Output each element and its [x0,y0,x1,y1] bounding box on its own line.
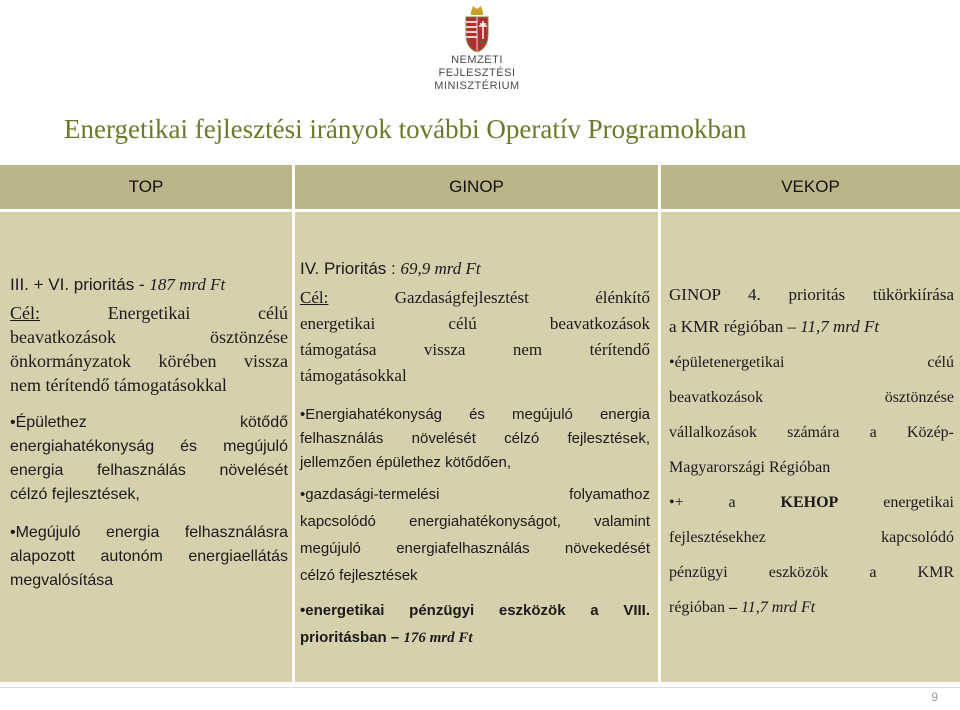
top-bullet-2-line-1: •Megújuló energia felhasználásra [10,524,288,541]
header-ginop-label: GINOP [449,177,504,196]
cell-top [0,212,292,682]
hungarian-coat-of-arms-icon [462,4,492,54]
header-top-label: TOP [128,177,164,196]
ginop-goal [300,285,650,389]
top-goal-line-3: önkormányzatok körében vissza [10,351,288,371]
top-goal [10,301,288,397]
top-bullet-2-line-2: alapozott autonóm energiaellátás [10,548,288,565]
footer-rule [0,687,960,688]
ginop-bullet-1 [300,403,650,475]
ginop-bullet-2-line-1: •gazdasági-termelési folyamathoz [300,486,650,503]
page-title: Energetikai fejlesztési irányok további Operatív Programokban [64,114,747,144]
vekop-bullet-1-line-3: vállalkozások számára a Közép- [669,424,954,441]
top-bullet-1-line-1: •Épülethez kötődő [10,414,288,431]
ginop-bullet-2-line-2: kapcsolódó energiahatékonyságot, valamint [300,513,650,530]
vekop-bullet-2-line-2: fejlesztésekhez kapcsolódó [669,529,954,546]
top-bullet-1 [10,411,288,507]
header-vekop-label: VEKOP [781,177,840,196]
ginop-goal-label: Cél: [300,288,329,307]
top-goal-line-4: nem térítendő támogatásokkal [10,375,227,395]
vekop-bullet-2-line-3: pénzügyi eszközök a KMR [669,564,954,581]
ginop-bullet-2-line-4: célzó fejlesztések [300,567,418,584]
ginop-priority-label: IV. Prioritás : [300,259,401,278]
ginop-bullet-3-line-2: prioritásban – [300,629,404,646]
vekop-kehop: KEHOP [780,494,839,511]
top-goal-line-2: beavatkozások ösztönzése [10,327,288,347]
vekop-bullet-1-line-4: Magyarországi Régióban [669,459,831,476]
ginop-bullet-1-line-3: jellemzően épülethez kötődően, [300,454,511,471]
top-priority-amount: 187 mrd Ft [149,275,226,294]
ginop-goal-line-3: támogatása vissza nem térítendő [300,340,650,359]
top-priority [10,275,288,295]
logo-line-1: NEMZETI FEJLESZTÉSI [438,54,516,79]
top-bullet-2 [10,521,288,593]
page-number: 9 [931,690,938,704]
ginop-priority-amount: 69,9 mrd Ft [400,259,481,278]
vekop-bullet-2-line-1: energetikai [838,494,954,511]
vekop-dash: – [728,599,741,616]
ginop-bullet-1-line-1: •Energiahatékonyság és megújuló energia [300,406,650,423]
top-bullet-1-line-2: energiahatékonyság és megújuló [10,438,288,455]
header-ginop [295,165,658,209]
cell-vekop [661,212,960,682]
vekop-bullet-1-line-2: beavatkozások ösztönzése [669,389,954,406]
top-bullet-1-line-3: energia felhasználás növelését [10,462,288,479]
vekop-amount-2: 11,7 mrd Ft [740,599,816,616]
top-bullet-2-line-3: megvalósítása [10,572,114,589]
ginop-bullet-3-amount: 176 mrd Ft [403,630,473,646]
vekop-line-2: a KMR régióban – [669,317,801,336]
vekop-bullet-2-line-4: régióban [669,599,729,616]
ministry-logo [412,4,542,90]
cell-ginop [295,212,658,682]
ginop-bullet-2 [300,481,650,589]
ginop-bullet-3 [300,597,650,652]
header-top [0,165,292,209]
ginop-priority [300,259,650,279]
vekop-bullet-1-line-1: •épületenergetikai célú [669,354,954,371]
vekop-bullet-2-lead: •+ a [669,494,781,511]
top-goal-label: Cél: [10,303,40,323]
ginop-goal-line-4: támogatásokkal [300,366,407,385]
ginop-bullet-3-line-1: •energetikai pénzügyi eszközök a VIII. [300,602,650,619]
top-goal-line-1: Energetikai célú [40,303,288,323]
header-vekop [661,165,960,209]
vekop-amount-1: 11,7 mrd Ft [800,317,880,336]
top-priority-label: III. + VI. prioritás - [10,275,150,294]
vekop-bullet-1 [669,345,954,485]
vekop-bullet-2 [669,485,954,625]
program-table [0,165,960,685]
vekop-line-1: GINOP 4. prioritás tükörkiírása [669,285,954,304]
top-bullet-1-line-4: célzó fejlesztések, [10,486,140,503]
vekop-intro [669,279,954,343]
ginop-goal-line-2: energetikai célú beavatkozások [300,314,650,333]
ginop-bullet-1-line-2: felhasználás növelését célzó fejlesztések, [300,430,650,447]
ginop-goal-line-1: Gazdaságfejlesztést élénkítő [328,288,650,307]
ginop-bullet-2-line-3: megújuló energiafelhasználás növekedését [300,540,650,557]
logo-line-2: MINISZTÉRIUM [434,80,520,92]
